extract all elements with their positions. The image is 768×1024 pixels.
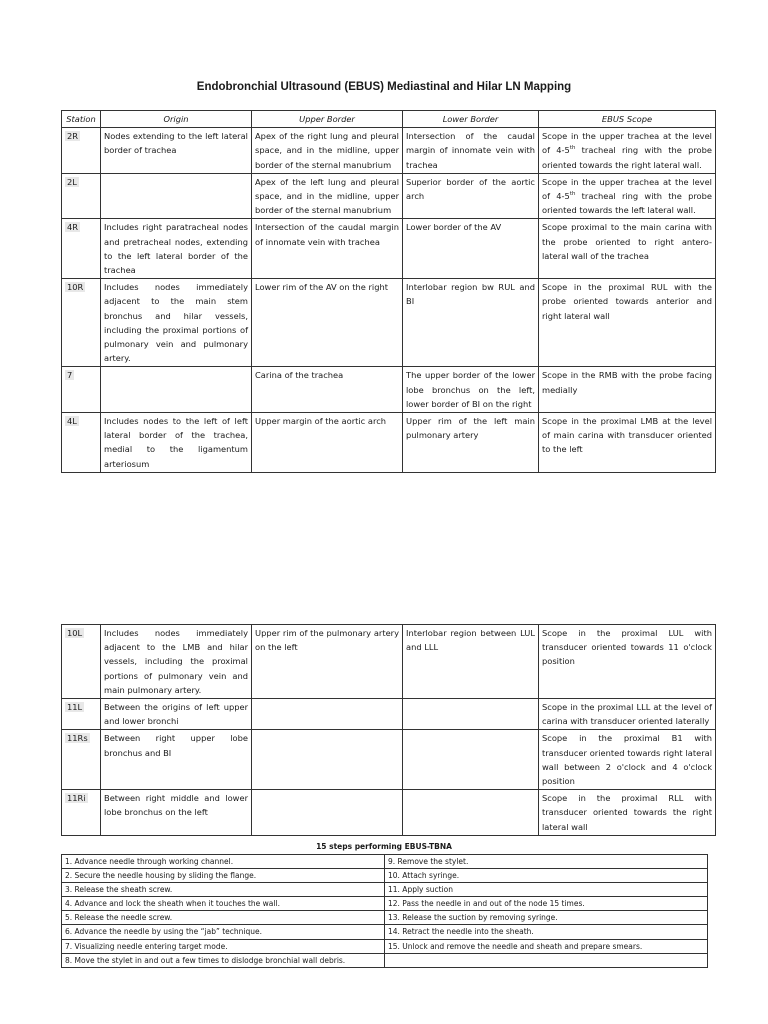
- ebus-scope-cell: [539, 413, 716, 473]
- origin-cell: Between the origins of left upper and lower bronchi: [101, 699, 252, 730]
- origin-cell: Includes nodes to the left of left lateral border of the trachea, medial to the ligamentum arteriosum: [101, 413, 252, 473]
- step-cell: 7. Visualizing needle entering target mode.: [62, 939, 385, 953]
- ebus-scope-cell: [539, 128, 716, 174]
- upper-border-cell: [252, 790, 403, 836]
- station-code: 11Ri: [67, 793, 86, 804]
- ebus-scope-cell: Scope in the proximal LUL with transducer oriented towards 11 o'clock position: [539, 625, 716, 699]
- step-row: [62, 883, 708, 897]
- station-cell: [62, 219, 101, 279]
- step-cell: [385, 953, 708, 967]
- header-origin: Origin: [101, 111, 252, 128]
- step-cell: 5. Release the needle screw.: [62, 911, 385, 925]
- origin-cell: Includes nodes immediately adjacent to the LMB and hilar vessels, including the proximal portions of pulmonary vein and main pulmonary artery.: [101, 625, 252, 699]
- upper-border-cell: Apex of the left lung and pleural space, and in the midline, upper border of the sternal manubrium: [252, 173, 403, 219]
- upper-border-cell: Apex of the right lung and pleural space, and in the midline, upper border of the sternal manubrium: [252, 128, 403, 174]
- station-cell: [62, 790, 101, 836]
- step-cell: 11. Apply suction: [385, 883, 708, 897]
- steps-title: 15 steps performing EBUS-TBNA: [316, 842, 452, 851]
- origin-cell: [101, 367, 252, 413]
- scope-text: tracheal ring with the probe oriented towards the left lateral wall.: [542, 191, 713, 216]
- lower-border-cell: Lower border of the AV: [403, 219, 539, 279]
- step-row: [62, 855, 708, 869]
- station-code: 11L: [67, 702, 83, 713]
- station-code: 4R: [67, 222, 79, 233]
- step-cell: 10. Attach syringe.: [385, 869, 708, 883]
- step-cell: 15. Unlock and remove the needle and sheath and prepare smears.: [385, 939, 708, 953]
- ebus-scope-cell: [539, 219, 716, 279]
- ordinal-suffix: th: [569, 145, 576, 152]
- step-row: [62, 939, 708, 953]
- station-code: 10R: [67, 282, 84, 293]
- station-cell: [62, 128, 101, 174]
- step-row: [62, 897, 708, 911]
- table-row: [62, 279, 716, 367]
- step-row: [62, 869, 708, 883]
- mapping-table: [61, 110, 716, 473]
- table-row: [62, 730, 716, 790]
- lower-border-cell: [403, 730, 539, 790]
- table-row: [62, 699, 716, 730]
- lower-border-cell: The upper border of the lower lobe bronchus on the left, lower border of BI on the right: [403, 367, 539, 413]
- step-cell: 13. Release the suction by removing syringe.: [385, 911, 708, 925]
- origin-cell: Nodes extending to the left lateral border of trachea: [101, 128, 252, 174]
- steps-table: [61, 854, 708, 968]
- lower-border-cell: Intersection of the caudal margin of innomate vein with trachea: [403, 128, 539, 174]
- lower-border-cell: Interlobar region bw RUL and BI: [403, 279, 539, 367]
- station-cell: [62, 730, 101, 790]
- step-cell: 14. Retract the needle into the sheath.: [385, 925, 708, 939]
- scope-text: Scope in the proximal RUL with the probe oriented towards anterior and right lateral wall: [542, 282, 712, 321]
- scope-text: Scope in the upper trachea at the level of 4-5: [542, 176, 712, 202]
- station-cell: [62, 625, 101, 699]
- lower-border-cell: Upper rim of the left main pulmonary artery: [403, 413, 539, 473]
- station-code: 7: [67, 370, 73, 381]
- ebus-scope-cell: [539, 279, 716, 367]
- origin-cell: [101, 173, 252, 219]
- table-row: [62, 128, 716, 174]
- ebus-scope-cell: Scope in the proximal B1 with transducer oriented towards right lateral wall between 2 o'clock and 4 o'clock position: [539, 730, 716, 790]
- upper-border-cell: Upper rim of the pulmonary artery on the left: [252, 625, 403, 699]
- lower-border-cell: [403, 790, 539, 836]
- origin-cell: Includes nodes immediately adjacent to the main stem bronchus and hilar vessels, including the proximal portions of pulmonary vein and pulmonary artery.: [101, 279, 252, 367]
- scope-text: Scope proximal to the main carina with the probe oriented to right antero-lateral wall of the trachea: [542, 222, 712, 261]
- scope-text: Scope in the RMB with the probe facing medially: [542, 370, 712, 395]
- station-code: 11Rs: [67, 733, 88, 744]
- scope-text: Scope in the proximal LMB at the level of main carina with transducer oriented to the left: [542, 416, 712, 455]
- header-upper-border: Upper Border: [252, 111, 403, 128]
- station-cell: [62, 279, 101, 367]
- table-row: [62, 219, 716, 279]
- step-cell: 1. Advance needle through working channel.: [62, 855, 385, 869]
- upper-border-cell: Upper margin of the aortic arch: [252, 413, 403, 473]
- page-title: Endobronchial Ultrasound (EBUS) Mediastinal and Hilar LN Mapping: [196, 81, 572, 93]
- ebus-scope-cell: Scope in the proximal LLL at the level of carina with transducer oriented laterally: [539, 699, 716, 730]
- ebus-scope-cell: [539, 173, 716, 219]
- station-cell: [62, 367, 101, 413]
- step-cell: 9. Remove the stylet.: [385, 855, 708, 869]
- station-cell: [62, 173, 101, 219]
- step-cell: 12. Pass the needle in and out of the node 15 times.: [385, 897, 708, 911]
- scope-text: Scope in the upper trachea at the level of 4-5: [542, 131, 712, 156]
- upper-border-cell: Carina of the trachea: [252, 367, 403, 413]
- table-row: [62, 173, 716, 219]
- step-row: [62, 925, 708, 939]
- station-code: 2L: [67, 176, 77, 187]
- lower-border-cell: Interlobar region between LUL and LLL: [403, 625, 539, 699]
- header-lower-border: Lower Border: [403, 111, 539, 128]
- table-row: [62, 790, 716, 836]
- table-header-row: [62, 111, 716, 128]
- station-cell: [62, 699, 101, 730]
- step-cell: 6. Advance the needle by using the “jab” technique.: [62, 925, 385, 939]
- step-row: [62, 953, 708, 967]
- lower-border-cell: [403, 699, 539, 730]
- ordinal-suffix: th: [569, 191, 576, 198]
- table-row: [62, 625, 716, 699]
- upper-border-cell: Lower rim of the AV on the right: [252, 279, 403, 367]
- lower-border-cell: Superior border of the aortic arch: [403, 173, 539, 219]
- mapping-table-continued: [61, 624, 716, 836]
- table-row: [62, 413, 716, 473]
- step-cell: 8. Move the stylet in and out a few times to dislodge bronchial wall debris.: [62, 953, 385, 967]
- station-code: 2R: [67, 131, 79, 142]
- upper-border-cell: Intersection of the caudal margin of innomate vein with trachea: [252, 219, 403, 279]
- ebus-scope-cell: [539, 367, 716, 413]
- upper-border-cell: [252, 730, 403, 790]
- station-code: 10L: [67, 628, 83, 638]
- station-code: 4L: [67, 416, 77, 427]
- step-cell: 3. Release the sheath screw.: [62, 883, 385, 897]
- station-cell: [62, 413, 101, 473]
- origin-cell: Between right upper lobe bronchus and BI: [101, 730, 252, 790]
- step-cell: 2. Secure the needle housing by sliding the flange.: [62, 869, 385, 883]
- step-cell: 4. Advance and lock the sheath when it touches the wall.: [62, 897, 385, 911]
- header-station: Station: [62, 111, 101, 128]
- origin-cell: Between right middle and lower lobe bronchus on the left: [101, 790, 252, 836]
- ebus-scope-cell: Scope in the proximal RLL with transducer oriented towards the right lateral wall: [539, 790, 716, 836]
- header-ebus-scope: EBUS Scope: [539, 111, 716, 128]
- upper-border-cell: [252, 699, 403, 730]
- scope-text: tracheal ring with the probe oriented towards the right lateral wall.: [542, 145, 713, 170]
- step-row: [62, 911, 708, 925]
- table-row: [62, 367, 716, 413]
- origin-cell: Includes right paratracheal nodes and pretracheal nodes, extending to the left lateral border of the trachea: [101, 219, 252, 279]
